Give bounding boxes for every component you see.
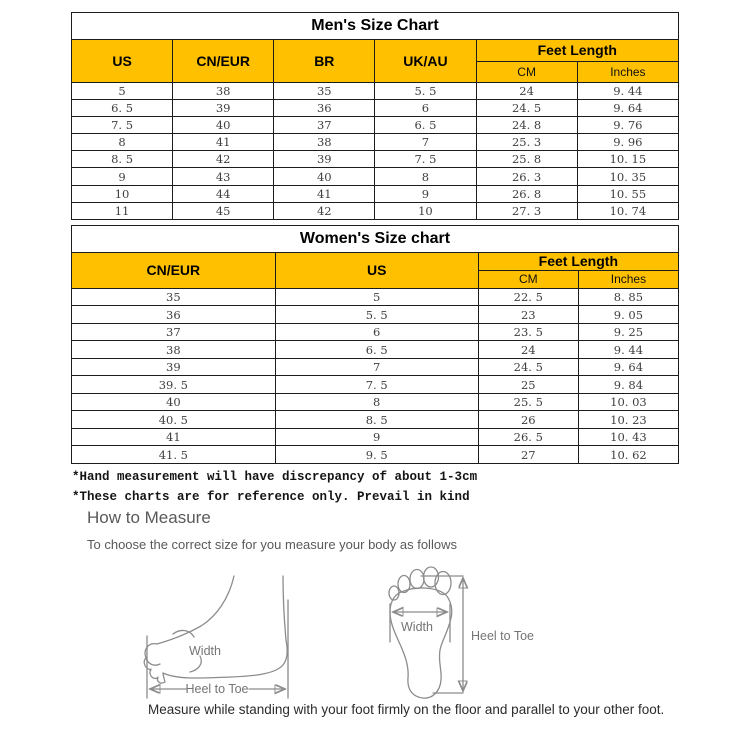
heel-to-toe-label: Heel to Toe: [471, 629, 535, 643]
table-cell: 24: [478, 341, 578, 359]
table-cell: 39: [72, 358, 276, 376]
table-cell: 9: [275, 428, 478, 446]
column-header-cn-eur: CN/EUR: [72, 252, 276, 288]
table-cell: 24. 5: [478, 358, 578, 376]
table-cell: 9: [375, 185, 476, 202]
table-cell: 23: [478, 306, 578, 324]
table-cell: 37: [72, 323, 276, 341]
table-cell: 8. 5: [72, 151, 173, 168]
table-cell: 10. 35: [577, 168, 678, 185]
table-cell: 6. 5: [72, 100, 173, 117]
womens-header-row: [72, 252, 679, 270]
table-row: [72, 202, 679, 219]
footnote-reference-only: *These charts are for reference only. Prevail in kind: [72, 490, 470, 504]
table-cell: 40. 5: [72, 411, 276, 429]
column-header-br: BR: [274, 40, 375, 83]
table-cell: 25. 8: [476, 151, 577, 168]
table-row: [72, 151, 679, 168]
table-cell: 10. 15: [577, 151, 678, 168]
table-cell: 9. 5: [275, 446, 478, 464]
table-cell: 10: [72, 185, 173, 202]
column-header-cm: CM: [476, 61, 577, 83]
table-row: [72, 83, 679, 100]
size-charts-section: [71, 12, 679, 464]
table-cell: 43: [173, 168, 274, 185]
table-cell: 26: [478, 411, 578, 429]
table-cell: 42: [173, 151, 274, 168]
table-cell: 10. 74: [577, 202, 678, 219]
width-label: Width: [401, 620, 433, 634]
table-cell: 41. 5: [72, 446, 276, 464]
table-row: [72, 446, 679, 464]
table-cell: 9. 44: [577, 83, 678, 100]
heel-to-toe-label: Heel to Toe: [185, 682, 249, 696]
table-cell: 9. 05: [578, 306, 678, 324]
table-cell: 44: [173, 185, 274, 202]
table-cell: 5: [72, 83, 173, 100]
table-cell: 8. 5: [275, 411, 478, 429]
column-header-us: US: [275, 252, 478, 288]
table-cell: 26. 5: [478, 428, 578, 446]
table-cell: 41: [72, 428, 276, 446]
table-cell: 38: [274, 134, 375, 151]
mens-table-body: [72, 83, 679, 220]
table-cell: 39. 5: [72, 376, 276, 394]
table-cell: 9. 64: [577, 100, 678, 117]
table-cell: 8: [72, 134, 173, 151]
table-cell: 25: [478, 376, 578, 394]
mens-chart-title: Men's Size Chart: [72, 13, 679, 40]
table-cell: 37: [274, 117, 375, 134]
table-cell: 38: [72, 341, 276, 359]
table-row: [72, 134, 679, 151]
table-cell: 9. 44: [578, 341, 678, 359]
table-cell: 26. 8: [476, 185, 577, 202]
table-cell: 40: [72, 393, 276, 411]
how-to-measure-subheading: To choose the correct size for you measure your body as follows: [87, 537, 457, 552]
table-cell: 6. 5: [375, 117, 476, 134]
table-cell: 10: [375, 202, 476, 219]
mens-header-row: [72, 40, 679, 62]
mens-chart-title-row: [72, 13, 679, 40]
table-cell: 26. 3: [476, 168, 577, 185]
table-cell: 6. 5: [275, 341, 478, 359]
mens-size-table: [71, 12, 679, 220]
table-cell: 9. 96: [577, 134, 678, 151]
foot-heel-outline: [163, 576, 287, 678]
table-cell: 7. 5: [275, 376, 478, 394]
foot-top-outline: [157, 576, 234, 644]
foot-sole-outline: [390, 588, 452, 698]
column-header-feet-length: Feet Length: [478, 252, 678, 270]
table-row: [72, 393, 679, 411]
table-cell: 27: [478, 446, 578, 464]
column-header-inches: Inches: [578, 270, 678, 288]
table-cell: 9. 84: [578, 376, 678, 394]
footnote-measurement-discrepancy: *Hand measurement will have discrepancy of about 1-3cm: [72, 470, 478, 484]
width-pointer-line: [190, 656, 201, 672]
table-cell: 8: [275, 393, 478, 411]
table-cell: 35: [274, 83, 375, 100]
table-cell: 10. 43: [578, 428, 678, 446]
table-row: [72, 376, 679, 394]
table-cell: 25. 3: [476, 134, 577, 151]
table-cell: 36: [72, 306, 276, 324]
table-cell: 5. 5: [375, 83, 476, 100]
foot-side-view-illustration: [143, 570, 295, 704]
table-row: [72, 411, 679, 429]
table-cell: 9. 25: [578, 323, 678, 341]
table-row: [72, 185, 679, 202]
how-to-measure-heading: How to Measure: [87, 508, 211, 527]
table-cell: 10. 55: [577, 185, 678, 202]
table-cell: 41: [274, 185, 375, 202]
table-cell: 38: [173, 83, 274, 100]
table-cell: 10. 03: [578, 393, 678, 411]
table-cell: 10. 62: [578, 446, 678, 464]
table-cell: 7. 5: [375, 151, 476, 168]
foot-top-view-illustration: [385, 560, 560, 705]
table-cell: 9. 76: [577, 117, 678, 134]
table-row: [72, 428, 679, 446]
table-cell: 27. 3: [476, 202, 577, 219]
table-row: [72, 168, 679, 185]
table-cell: 7. 5: [72, 117, 173, 134]
table-cell: 6: [375, 100, 476, 117]
footnotes: [72, 467, 477, 507]
column-header-cm: CM: [478, 270, 578, 288]
table-cell: 36: [274, 100, 375, 117]
table-cell: 40: [274, 168, 375, 185]
table-cell: 6: [275, 323, 478, 341]
table-cell: 5. 5: [275, 306, 478, 324]
table-cell: 41: [173, 134, 274, 151]
table-cell: 40: [173, 117, 274, 134]
column-header-us: US: [72, 40, 173, 83]
table-row: [72, 306, 679, 324]
table-row: [72, 323, 679, 341]
table-cell: 45: [173, 202, 274, 219]
table-cell: 9. 64: [578, 358, 678, 376]
table-cell: 5: [275, 288, 478, 306]
table-cell: 8. 85: [578, 288, 678, 306]
table-row: [72, 100, 679, 117]
table-cell: 10. 23: [578, 411, 678, 429]
womens-chart-title: Women's Size chart: [72, 225, 679, 252]
table-cell: 9: [72, 168, 173, 185]
table-cell: 35: [72, 288, 276, 306]
column-header-cn-eur: CN/EUR: [173, 40, 274, 83]
table-cell: 22. 5: [478, 288, 578, 306]
width-label: Width: [189, 644, 221, 658]
table-row: [72, 288, 679, 306]
table-cell: 7: [375, 134, 476, 151]
table-cell: 24: [476, 83, 577, 100]
womens-table-body: [72, 288, 679, 463]
table-cell: 25. 5: [478, 393, 578, 411]
table-row: [72, 358, 679, 376]
table-cell: 11: [72, 202, 173, 219]
table-cell: 7: [275, 358, 478, 376]
table-cell: 23. 5: [478, 323, 578, 341]
table-cell: 42: [274, 202, 375, 219]
womens-size-table: [71, 225, 679, 464]
measure-caption: Measure while standing with your foot firmly on the floor and parallel to your other foot.: [148, 702, 665, 717]
table-cell: 24. 5: [476, 100, 577, 117]
table-cell: 39: [173, 100, 274, 117]
table-row: [72, 341, 679, 359]
column-header-feet-length: Feet Length: [476, 40, 679, 62]
column-header-inches: Inches: [577, 61, 678, 83]
table-cell: 24. 8: [476, 117, 577, 134]
table-row: [72, 117, 679, 134]
table-cell: 39: [274, 151, 375, 168]
column-header-uk-au: UK/AU: [375, 40, 476, 83]
table-cell: 8: [375, 168, 476, 185]
toe-outline: [410, 570, 424, 589]
womens-chart-title-row: [72, 225, 679, 252]
